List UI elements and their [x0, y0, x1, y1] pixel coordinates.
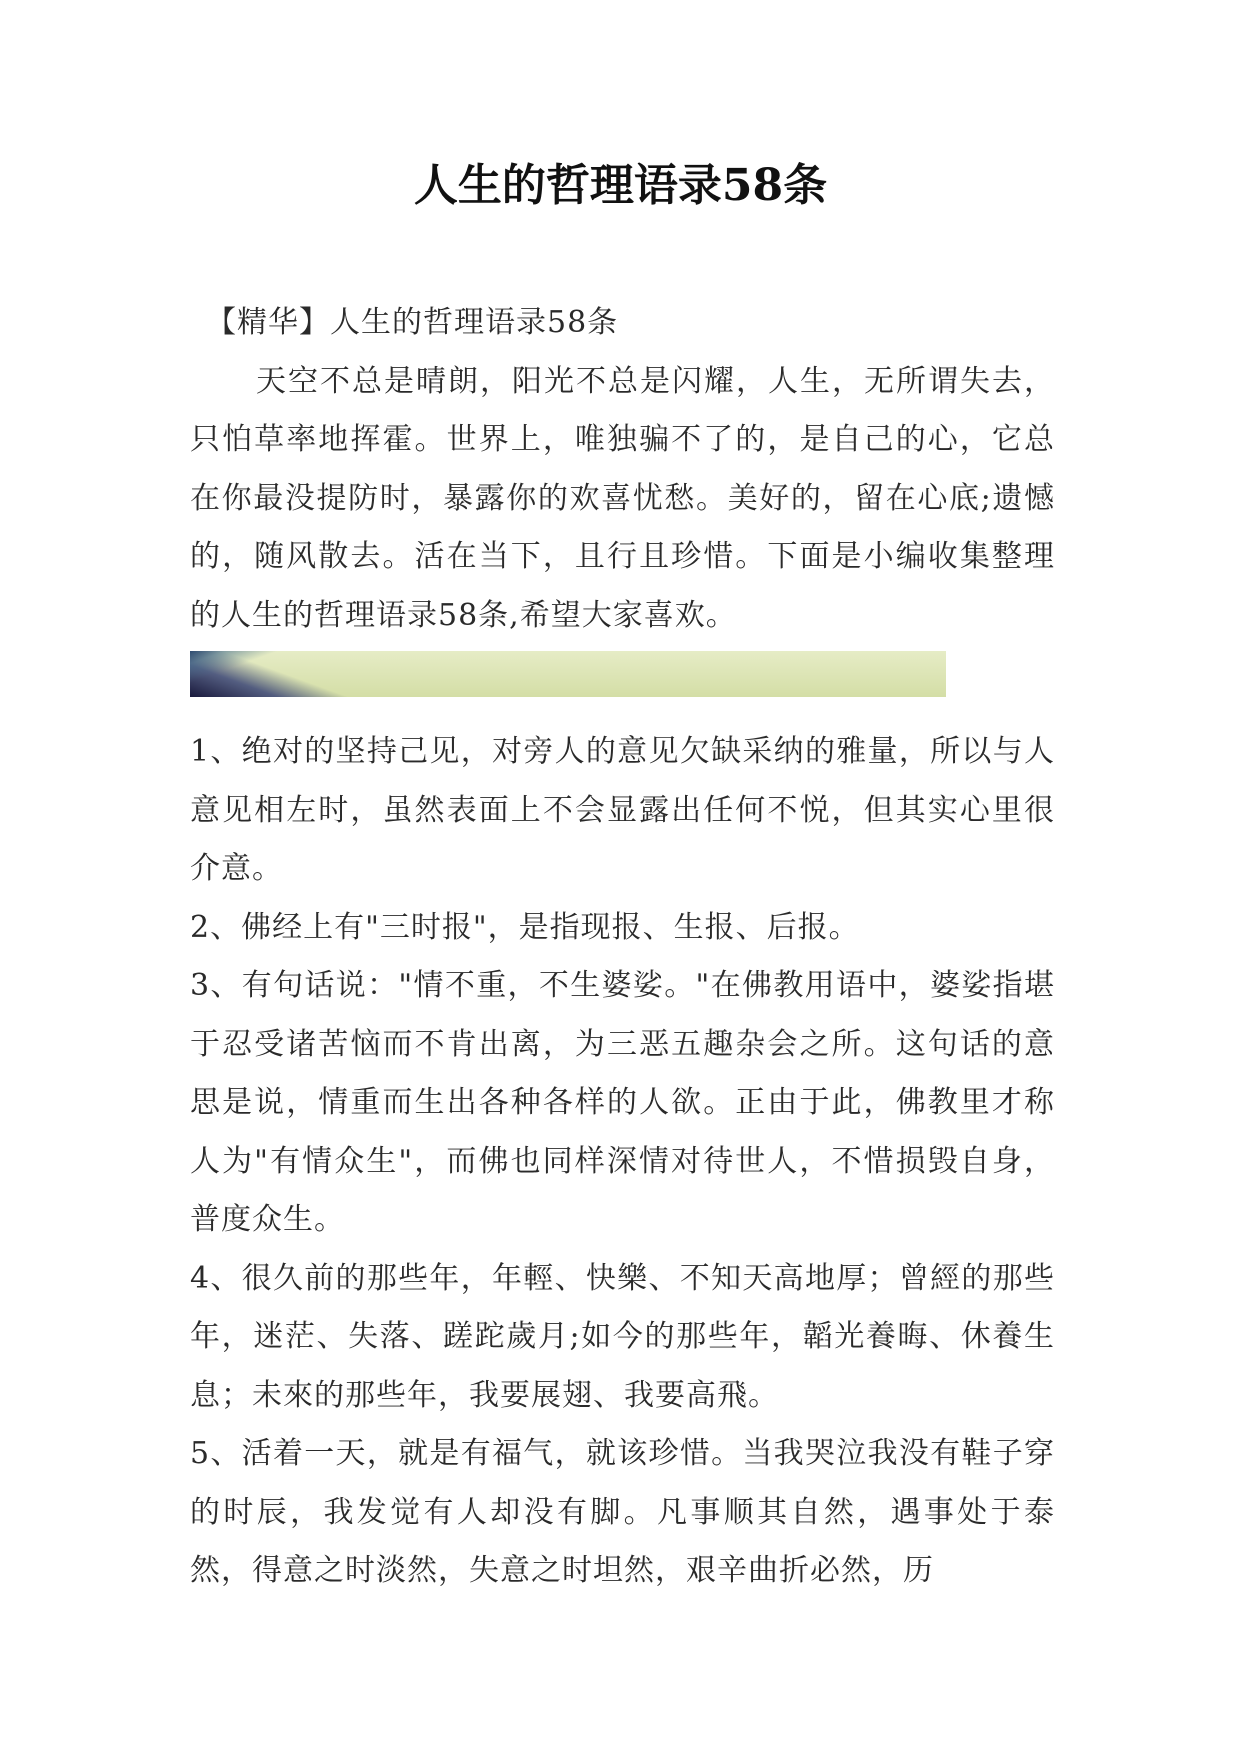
decorative-image — [190, 651, 946, 697]
document-subtitle: 【精华】人生的哲理语录58条 — [206, 305, 619, 340]
quote-item-4: 4、很久前的那些年，年輕、快樂、不知天高地厚；曾經的那些年，迷茫、失落、蹉跎歲月;如今的那些年，韜光養晦、休養生息；未來的那些年，我要展翅、我要高飛。 — [190, 1260, 1055, 1413]
quote-item-5: 5、活着一天，就是有福气，就该珍惜。当我哭泣我没有鞋子穿的时辰，我发觉有人却没有脚。凡事顺其自然，遇事处于泰然，得意之时淡然，失意之时坦然，艰辛曲折必然，历 — [190, 1436, 1055, 1588]
document-title: 人生的哲理语录58条 — [413, 160, 828, 211]
quote-item-1: 1、绝对的坚持己见，对旁人的意见欠缺采纳的雅量，所以与人意见相左时，虽然表面上不会显露出任何不悦，但其实心里很介意。 — [190, 734, 1055, 886]
intro-paragraph: 天空不总是晴朗，阳光不总是闪耀，人生，无所谓失去，只怕草率地挥霍。世界上，唯独骗不了的，是自己的心，它总在你最没提防时，暴露你的欢喜忧愁。美好的，留在心底;遗憾的，随风散去。活在当下，且行且珍惜。下面是小编收集整理的人生的哲理语录58条,希望大家喜欢。 — [190, 363, 1055, 633]
quote-item-3: 3、有句话说："情不重，不生婆娑。"在佛教用语中，婆娑指堪于忍受诸苦恼而不肯出离，为三恶五趣杂会之所。这句话的意思是说，情重而生出各种各样的人欲。正由于此，佛教里才称人为"有情众生"，而佛也同样深情对待世人，不惜损毁自身，普度众生。 — [190, 968, 1055, 1237]
quote-item-2: 2、佛经上有"三时报"，是指现报、生报、后报。 — [190, 909, 860, 945]
document-body — [190, 294, 1055, 1601]
